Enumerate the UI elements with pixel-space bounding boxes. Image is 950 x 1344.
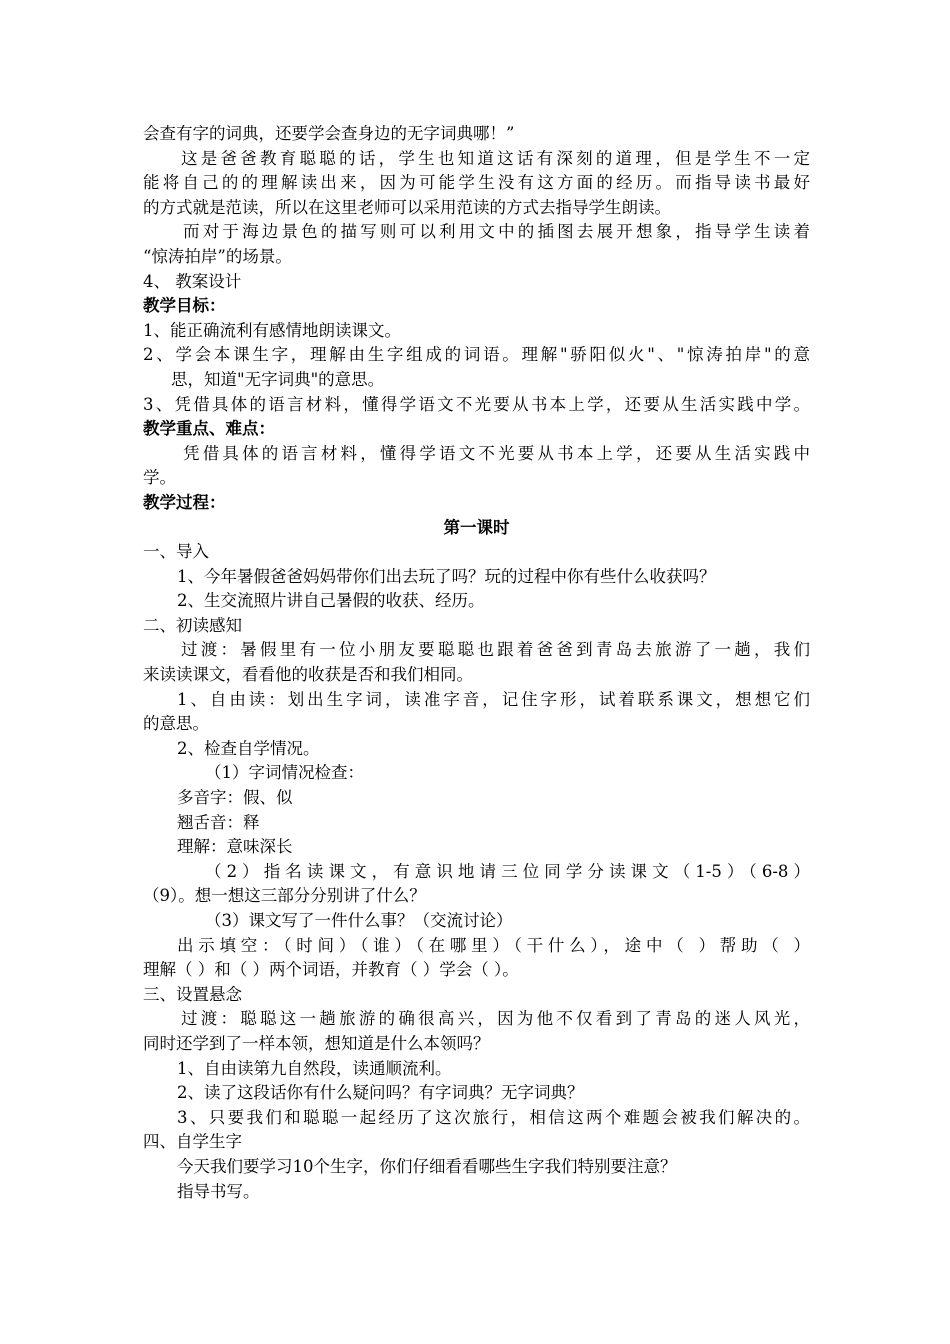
paragraph-line: 的方式就是范读，所以在这里老师可以采用范读的方式去指导学生朗读。 (143, 197, 671, 217)
section-heading: 4、 教案设计 (143, 271, 242, 291)
list-item-continuation: 的意思。 (143, 714, 209, 734)
paragraph-line: “惊涛拍岸”的场景。 (143, 246, 292, 266)
paragraph-line: 过渡：暑假里有一位小朋友要聪聪也跟着爸爸到青岛去旅游了一趟，我们 (181, 640, 810, 660)
list-item: 2、读了这段话你有什么疑问吗？有字词典？无字词典？ (177, 1083, 584, 1103)
sub-item: （2）指名读课文，有意识地请三位同学分读课文（1-5）（6-8） (205, 861, 810, 881)
list-item: 3、只要我们和聪聪一起经历了这次旅行，相信这两个难题会被我们解决的。 (177, 1107, 810, 1127)
paragraph-line: 学。 (143, 468, 176, 488)
sub-item-detail: 理解：意味深长 (177, 837, 293, 857)
list-item: 2、检查自学情况。 (177, 738, 320, 758)
sub-item-detail: 翘舌音：释 (177, 812, 260, 832)
paragraph-line: 指导书写。 (177, 1181, 260, 1201)
subsection-heading: 教学重点、难点： (143, 419, 275, 439)
paragraph-line: 凭借具体的语言材料，懂得学语文不光要从书本上学，还要从生活实践中 (183, 443, 810, 463)
list-item: 1、能正确流利有感情地朗读课文。 (143, 320, 401, 340)
list-item-continuation: 思，知道"无字词典"的意思。 (171, 369, 385, 389)
step-heading: 四、自学生字 (143, 1132, 242, 1152)
sub-item: （3）课文写了一件什么事？（交流讨论） (205, 911, 513, 930)
subsection-heading: 教学过程： (143, 492, 226, 512)
list-item: 1、今年暑假爸爸妈妈带你们出去玩了吗？玩的过程中你有些什么收获吗？ (177, 566, 716, 586)
paragraph-line: 而对于海边景色的描写则可以利用文中的插图去展开想象，指导学生读着 (183, 222, 810, 242)
paragraph-line: 会查有字的词典，还要学会查身边的无字词典哪！” (143, 124, 515, 143)
fill-blank-line: 理解（ ）和（ ）两个词语，并教育（ ）学会（ ）。 (143, 960, 519, 980)
paragraph-line: 这是爸爸教育聪聪的话，学生也知道这话有深刻的道理，但是学生不一定 (181, 148, 810, 168)
step-heading: 三、设置悬念 (143, 984, 242, 1004)
paragraph-line: 同时还学到了一样本领，想知道是什么本领吗？ (143, 1033, 490, 1053)
sub-item-detail: 多音字：假、似 (177, 788, 293, 808)
list-item: 2、学会本课生字，理解由生字组成的词语。理解"骄阳似火"、"惊涛拍岸"的意 (143, 345, 810, 365)
subsection-heading: 教学目标： (143, 296, 226, 316)
sub-item: （1）字词情况检查： (205, 763, 364, 783)
paragraph-line: 过渡：聪聪这一趟旅游的确很高兴，因为他不仅看到了青岛的迷人风光， (181, 1009, 810, 1029)
paragraph-line: 来读读课文，看看他的收获是否和我们相同。 (143, 665, 473, 685)
step-heading: 二、初读感知 (143, 615, 242, 635)
list-item: 1、自由读第九自然段，读通顺流利。 (177, 1058, 452, 1078)
list-item: 3、凭借具体的语言材料，懂得学语文不光要从书本上学，还要从生活实践中学。 (143, 394, 810, 414)
fill-blank-line: 出示填空：（时间）（谁）（在哪里）（干什么），途中（ ）帮助（ ） (177, 935, 810, 955)
paragraph-line: 能将自己的的理解读出来，因为可能学生没有这方面的经历。而指导读书最好 (143, 173, 810, 193)
sub-item-continuation: （9）。想一想这三部分分别讲了什么？ (143, 886, 426, 906)
step-heading: 一、导入 (143, 542, 209, 562)
list-item: 1、自由读：划出生字词，读准字音，记住字形，试着联系课文，想想它们 (177, 689, 810, 709)
paragraph-line: 今天我们要学习10个生字，你们仔细看看哪些生字我们特别要注意？ (177, 1156, 677, 1176)
list-item: 2、生交流照片讲自己暑假的收获、经历。 (177, 591, 485, 611)
lesson-title: 第一课时 (443, 517, 510, 537)
